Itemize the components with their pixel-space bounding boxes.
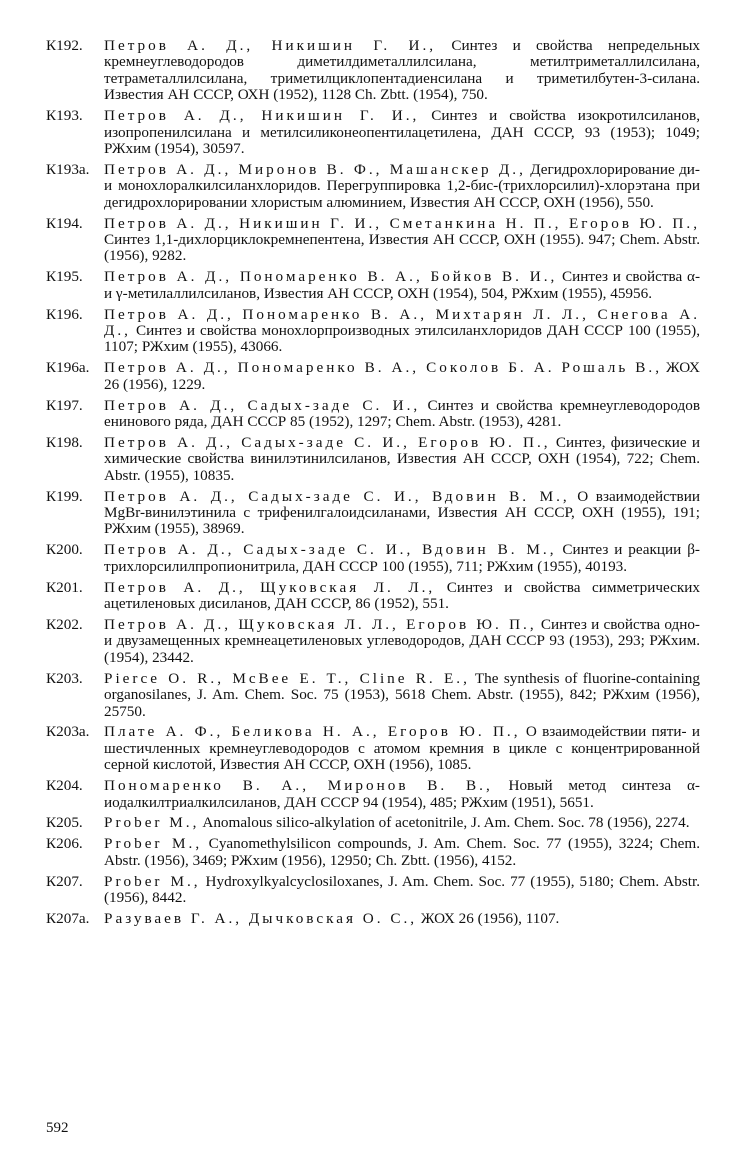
entry-text: Синтез и свойства непредельных кремнеуглеводородов диметилдиметаллилсилана, метилтриметаллилсилана, тетраметаллилсилана, триметилциклопентадиенсилана и триметилбутен-3-силана. Известия АН СССР, ОХН (1952), 1128 Ch. Zbtt. (1954), 750. <box>104 37 700 104</box>
page-number: 592 <box>46 1120 69 1136</box>
bibliography-entry <box>46 38 700 104</box>
bibliography-entry <box>46 435 700 484</box>
bibliography-entry <box>46 911 700 927</box>
entry-key: К200. <box>46 541 83 559</box>
entry-authors: Пономаренко В. А., Миронов В. В., <box>104 777 493 795</box>
entry-key: К202. <box>46 616 83 633</box>
entry-authors: Prober M., <box>104 814 200 832</box>
entry-key: К193а. <box>46 160 90 178</box>
entry-text: Anomalous silico-alkylation of acetonitrile, J. Am. Chem. Soc. 78 (1956), 2274. <box>199 814 690 832</box>
bibliography-entry <box>46 617 700 666</box>
entry-authors: Петров А. Д., Никишин Г. И., <box>104 37 437 54</box>
entry-key: К197. <box>46 396 83 414</box>
entry-authors: Петров А. Д., Никишин Г. И., <box>104 107 420 125</box>
entry-key: К204. <box>46 777 83 795</box>
entry-key: К203. <box>46 669 83 687</box>
entry-key: К193. <box>46 107 83 125</box>
entry-key: К203а. <box>46 723 90 741</box>
entry-authors: Петров А. Д., Садых-заде С. И., Егоров Ю. П., <box>104 433 551 451</box>
bibliography-entry <box>46 874 700 907</box>
entry-text: Дегидрохлорирование ди- и монохлоралкилсиланхлоридов. Перегруппировка 1,2-бис-(трихлорсилил)-хлорэтана при дегидрохлорировании хлористым алюминием, Известия АН СССР, ОХН (1956), 550. <box>104 160 700 211</box>
entry-text: Синтез, физические и химические свойства винилэтинилсиланов, Известия АН СССР, ОХН (1954), 722; Chem. Abstr. (1955), 10835. <box>104 433 700 484</box>
entry-authors: Петров А. Д., Пономаренко В. А., Соколов Б. А. Рошаль В., <box>104 359 662 377</box>
entry-key: К194. <box>46 214 83 232</box>
entry-authors: Петров А. Д., Щуковская Л. Л., Егоров Ю. П., <box>104 616 537 633</box>
bibliography-entry <box>46 815 700 831</box>
entry-key: К205. <box>46 814 83 832</box>
entry-authors: Петров А. Д., Пономаренко В. А., Бойков В. И., <box>104 268 558 286</box>
entry-key: К198. <box>46 433 83 451</box>
entry-text: ЖОХ 26 (1956), 1107. <box>417 910 560 927</box>
entry-key: К207. <box>46 872 83 890</box>
entry-text: О взаимодействии пяти- и шестичленных кремнеуглеводородов с атомом кремния в цикле с концентрированной серной кислотой, Известия АН СССР, ОХН (1956), 1085. <box>104 723 700 774</box>
entry-text: Синтез 1,1-дихлорциклокремнепентена, Известия АН СССР, ОХН (1955). 947; Chem. Abstr. (1956), 9282. <box>104 230 700 265</box>
entry-key: К195. <box>46 268 83 286</box>
entry-text: Cyanomethylsilicon compounds, J. Am. Chem. Soc. 77 (1955), 3224; Chem. Abstr. (1956), 3469; РЖхим (1956), 12950; Ch. Zbtt. (1956), 4152. <box>104 835 700 869</box>
entry-authors: Петров А. Д., Щуковская Л. Л., <box>104 578 436 596</box>
entry-text: Новый метод синтеза α-иодалкилтриалкилсиланов, ДАН СССР 94 (1954), 485; РЖхим (1951), 5651. <box>104 777 700 811</box>
entry-text: Синтез и свойства монохлорпроизводных этилсиланхлоридов ДАН СССР 100 (1955), 1107; РЖхим (1955), 43066. <box>104 322 700 356</box>
bibliography-entry <box>46 489 700 538</box>
bibliography-entry <box>46 542 700 575</box>
entry-authors: Pierce O. R., McBee E. T., Cline R. E., <box>104 669 470 687</box>
bibliography-entry <box>46 162 700 211</box>
entry-text: О взаимодействии MgBr-винилэтинила с трифенилгалоидсиланами, Известия АН СССР, ОХН (1955), 191; РЖхим (1955), 38969. <box>104 487 700 538</box>
entry-text: The synthesis of fluorine-containing organosilanes, J. Am. Chem. Soc. 75 (1953), 5618 Chem. Abstr. (1955), 842; РЖхим (1956), 25750. <box>104 669 700 720</box>
entry-text: Синтез и свойства α- и γ-метилаллилсиланов, Известия АН СССР, ОХН (1954), 504, РЖхим (1955), 45956. <box>104 268 700 302</box>
bibliography-entry <box>46 836 700 869</box>
entry-key: К199. <box>46 487 83 505</box>
entry-text: Синтез и свойства одно- и двузамещенных кремнеацетиленовых углеводородов, ДАН СССР 93 (1953), 293; РЖхим. (1954), 23442. <box>104 616 700 666</box>
entry-authors: Петров А. Д., Миронов В. Ф., Машанскер Д., <box>104 160 526 178</box>
entry-authors: Prober M., <box>104 872 201 890</box>
bibliography-entry <box>46 108 700 157</box>
bibliography-entry <box>46 724 700 773</box>
entry-text: Синтез и реакции β-трихлорсилилпропионитрила, ДАН СССР 100 (1955), 711; РЖхим (1955), 40193. <box>104 541 700 575</box>
bibliography-entry <box>46 269 700 302</box>
bibliography-entry <box>46 778 700 811</box>
bibliography-entry <box>46 307 700 356</box>
entry-text: Синтез и свойства симметрических ацетиленовых дисиланов, ДАН СССР, 86 (1952), 551. <box>104 578 701 613</box>
entry-authors: Петров А. Д., Пономаренко В. А., Михтарян Л. Л., Снегова А. Д., <box>104 305 700 339</box>
entry-authors: Разуваев Г. А., Дычковская О. С., <box>104 910 418 927</box>
entry-key: К201. <box>46 578 83 596</box>
entry-key: К196. <box>46 305 83 323</box>
bibliography-entry <box>46 360 700 393</box>
entry-key: К207а. <box>46 910 90 927</box>
bibliography-entry <box>46 671 700 720</box>
entry-text: ЖОХ 26 (1956), 1229. <box>104 359 700 393</box>
entry-authors: Петров А. Д., Никишин Г. И., Сметанкина Н. П., Егоров Ю. П., <box>104 214 700 232</box>
bibliography-list <box>46 38 700 932</box>
entry-text: Синтез и свойства кремнеуглеводородов енинового ряда, ДАН СССР 85 (1952), 1297; Chem. Abstr. (1953), 4281. <box>104 396 700 431</box>
entry-authors: Петров А. Д., Садых-заде С. И., <box>104 396 421 414</box>
entry-authors: Prober M., <box>104 835 203 853</box>
entry-text: Hydroxylkyalcyclosiloxanes, J. Am. Chem. Soc. 77 (1955), 5180; Chem. Abstr. (1956), 8442. <box>104 872 700 907</box>
entry-authors: Петров А. Д., Садых-заде С. И., Вдовин В. М., <box>104 487 570 505</box>
bibliography-entry <box>46 216 700 265</box>
entry-key: К206. <box>46 835 83 853</box>
entry-authors: Плате А. Ф., Беликова Н. А., Егоров Ю. П., <box>104 723 521 741</box>
bibliography-entry <box>46 580 700 613</box>
entry-key: К196а. <box>46 359 90 377</box>
entry-authors: Петров А. Д., Садых-заде С. И., Вдовин В. М., <box>104 541 557 559</box>
entry-key: К192. <box>46 37 83 54</box>
entry-text: Синтез и свойства изокротилсиланов, изопропенилсилана и метилсиликонеопентилацетилена, ДАН СССР, 93 (1953); 1049; РЖхим (1954), 30597. <box>104 107 700 157</box>
bibliography-entry <box>46 398 700 431</box>
